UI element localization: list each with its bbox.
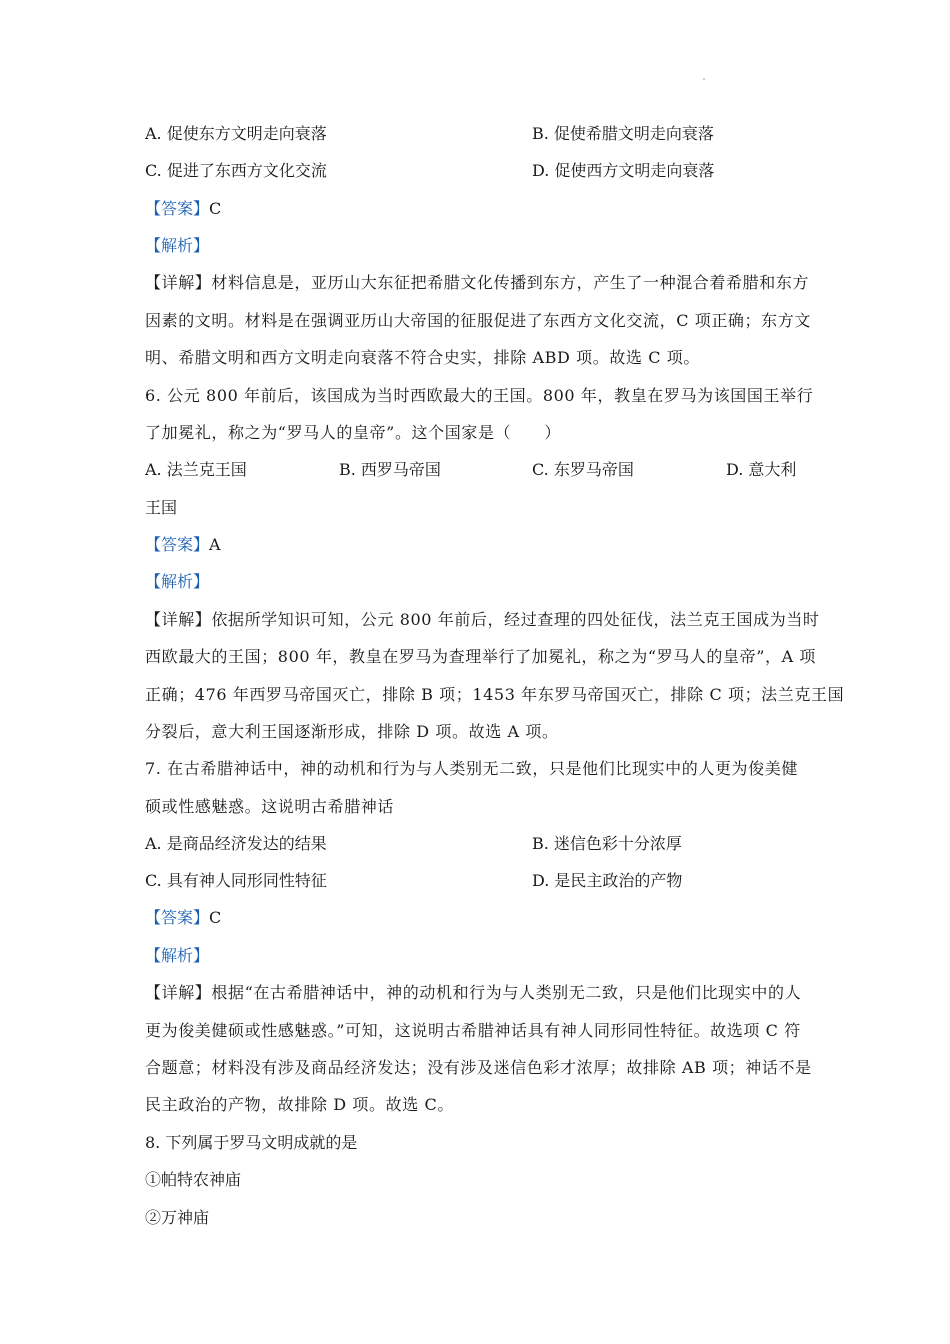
q6-analysis-label: 【解析】 <box>145 572 210 591</box>
detail-label: 【详解】 <box>145 273 212 292</box>
detail-text: 依据所学知识可知，公元 800 年前后，经过查理的四处征伐，法兰克王国成为当时 <box>211 610 820 629</box>
q5-option-d: D. 促使西方文明走向衰落 <box>532 161 715 180</box>
detail-label: 【详解】 <box>145 983 212 1002</box>
q5-detail-line-3: 明、希腊文明和西方文明走向衰落不符合史实，排除 ABD 项。故选 C 项。 <box>145 348 700 367</box>
q5-analysis-label: 【解析】 <box>145 236 210 255</box>
q6-option-c: C. 东罗马帝国 <box>532 460 634 479</box>
answer-value: A <box>209 535 221 554</box>
answer-value: C <box>209 908 222 927</box>
q6-answer <box>145 534 221 556</box>
answer-label: 【答案】 <box>145 908 210 927</box>
q7-analysis-label: 【解析】 <box>145 946 210 965</box>
q5-option-a: A. 促使东方文明走向衰落 <box>145 124 327 143</box>
detail-text: 材料信息是，亚历山大东征把希腊文化传播到东方，产生了一种混合着希腊和东方 <box>211 273 810 292</box>
detail-text: 根据“在古希腊神话中，神的动机和行为与人类别无二致，只是他们比现实中的人 <box>211 983 802 1002</box>
q8-item-1: ①帕特农神庙 <box>145 1170 242 1189</box>
q6-detail-line-1 <box>145 609 820 631</box>
answer-label: 【答案】 <box>145 199 210 218</box>
q6-option-d: D. 意大利 <box>726 460 797 479</box>
q6-option-a: A. 法兰克王国 <box>145 460 247 479</box>
answer-label: 【答案】 <box>145 535 210 554</box>
detail-label: 【详解】 <box>145 610 212 629</box>
q6-stem-line-1: 6. 公元 800 年前后，该国成为当时西欧最大的王国。800 年，教皇在罗马为该国国王举行 <box>145 386 814 405</box>
q7-option-b: B. 迷信色彩十分浓厚 <box>532 834 682 853</box>
scan-speck <box>703 78 705 80</box>
q6-detail-line-4: 分裂后，意大利王国逐渐形成，排除 D 项。故选 A 项。 <box>145 722 559 741</box>
q5-option-c: C. 促进了东西方文化交流 <box>145 161 327 180</box>
q7-option-a: A. 是商品经济发达的结果 <box>145 834 327 853</box>
q5-option-b: B. 促使希腊文明走向衰落 <box>532 124 714 143</box>
q6-option-d-wrap: 王国 <box>145 498 178 517</box>
q7-detail-line-4: 民主政治的产物，故排除 D 项。故选 C。 <box>145 1095 454 1114</box>
q6-stem-line-2: 了加冕礼，称之为“罗马人的皇帝”。这个国家是（ ） <box>145 423 561 442</box>
q5-detail-line-2: 因素的文明。材料是在强调亚历山大帝国的征服促进了东西方文化交流，C 项正确；东方文 <box>145 311 811 330</box>
q7-option-d: D. 是民主政治的产物 <box>532 871 683 890</box>
q7-detail-line-1 <box>145 982 809 1004</box>
q5-detail-line-1 <box>145 272 809 294</box>
q8-stem: 8. 下列属于罗马文明成就的是 <box>145 1133 358 1152</box>
q8-item-2: ②万神庙 <box>145 1208 210 1227</box>
q7-option-c: C. 具有神人同形同性特征 <box>145 871 327 890</box>
q7-stem-line-2: 硕或性感魅惑。这说明古希腊神话 <box>145 797 395 816</box>
q7-answer <box>145 907 221 929</box>
answer-value: C <box>209 199 222 218</box>
q6-option-b: B. 西罗马帝国 <box>339 460 441 479</box>
q6-detail-line-2: 西欧最大的王国；800 年，教皇在罗马为查理举行了加冕礼，称之为“罗马人的皇帝”，A 项 <box>145 647 817 666</box>
q7-stem-line-1: 7. 在古希腊神话中，神的动机和行为与人类别无二致，只是他们比现实中的人更为俊美健 <box>145 759 798 778</box>
q6-detail-line-3: 正确；476 年西罗马帝国灭亡，排除 B 项；1453 年东罗马帝国灭亡，排除 C 项；法兰克王国 <box>145 685 845 704</box>
q5-answer <box>145 198 221 220</box>
q7-detail-line-3: 合题意；材料没有涉及商品经济发达；没有涉及迷信色彩才浓厚；故排除 AB 项；神话不是 <box>145 1058 812 1077</box>
q7-detail-line-2: 更为俊美健硕或性感魅惑。”可知，这说明古希腊神话具有神人同形同性特征。故选项 C 符 <box>145 1021 801 1040</box>
